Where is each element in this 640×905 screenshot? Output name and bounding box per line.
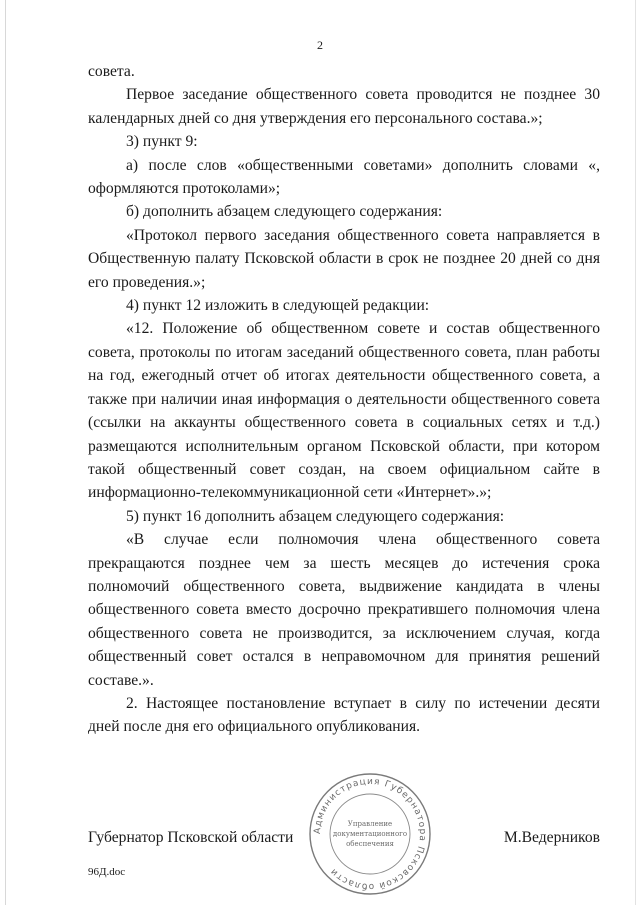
footer-filename: 96Д.doc	[88, 866, 126, 878]
paragraph: 3) пункт 9:	[126, 133, 198, 151]
paragraph: совета.	[88, 63, 135, 80]
paragraph: «В случае если полномочия члена общественного совета прекращаются позднее чем за шесть месяцев до истечения срока полномочий общественного совета, выдвижение кандидата в члены общественного совета вместо досрочно прекратившего полномочия члена общественного совета не производится, за исключением случая, когда общественный совет остался в неправомочном для принятия решений составе.».	[88, 531, 600, 689]
paragraph: б) дополнить абзацем следующего содержания:	[126, 203, 443, 221]
stamp-seal-icon	[306, 770, 434, 898]
page-number: 2	[317, 38, 323, 52]
paragraph: «Протокол первого заседания общественного совета направляется в Общественную палату Псковской области в срок не позднее 20 дней со дня его проведения.»;	[88, 226, 600, 291]
scan-edge-left	[5, 0, 6, 905]
paragraph: 5) пункт 16 дополнить абзацем следующего содержания:	[126, 507, 505, 525]
stamp-center-line-2: документационного	[332, 830, 408, 838]
stamp-ring-text: Администрация Губернатора Псковской области	[312, 776, 428, 892]
document-body	[88, 60, 600, 739]
signatory-title: Губернатор Псковской области	[88, 829, 294, 846]
official-stamp	[306, 770, 434, 898]
stamp-center-line-1: Управление	[347, 820, 393, 828]
signatory-name: М.Ведерников	[503, 829, 600, 846]
scan-edge-right	[635, 0, 636, 905]
paragraph: 2. Настоящее постановление вступает в силу по истечении десяти дней после дня его официального опубликования.	[88, 694, 600, 736]
paragraph: Первое заседание общественного совета проводится не позднее 30 календарных дней со дня утверждения его персонального состава.»;	[88, 86, 600, 127]
stamp-center-line-3: обеспечения	[346, 840, 394, 848]
paragraph: «12. Положение об общественном совете и состав общественного совета, протоколы по итогам заседаний общественного совета, план работы на год, ежегодный отчет об итогах деятельности общественного совета, а также при наличии иная информация о деятельности общественного совета (ссылки на аккаунты общественного совета в социальных сетях и т.д.) размещаются исполнительным органом Псковской области, при котором такой общественный совет создан, на своем официальном сайте в информационно-телекоммуникационной сети «Интернет».»;	[88, 320, 600, 502]
paragraph: 4) пункт 12 изложить в следующей редакции:	[126, 297, 430, 315]
paragraph: а) после слов «общественными советами» дополнить словами «, оформляются протоколами»;	[88, 156, 600, 198]
